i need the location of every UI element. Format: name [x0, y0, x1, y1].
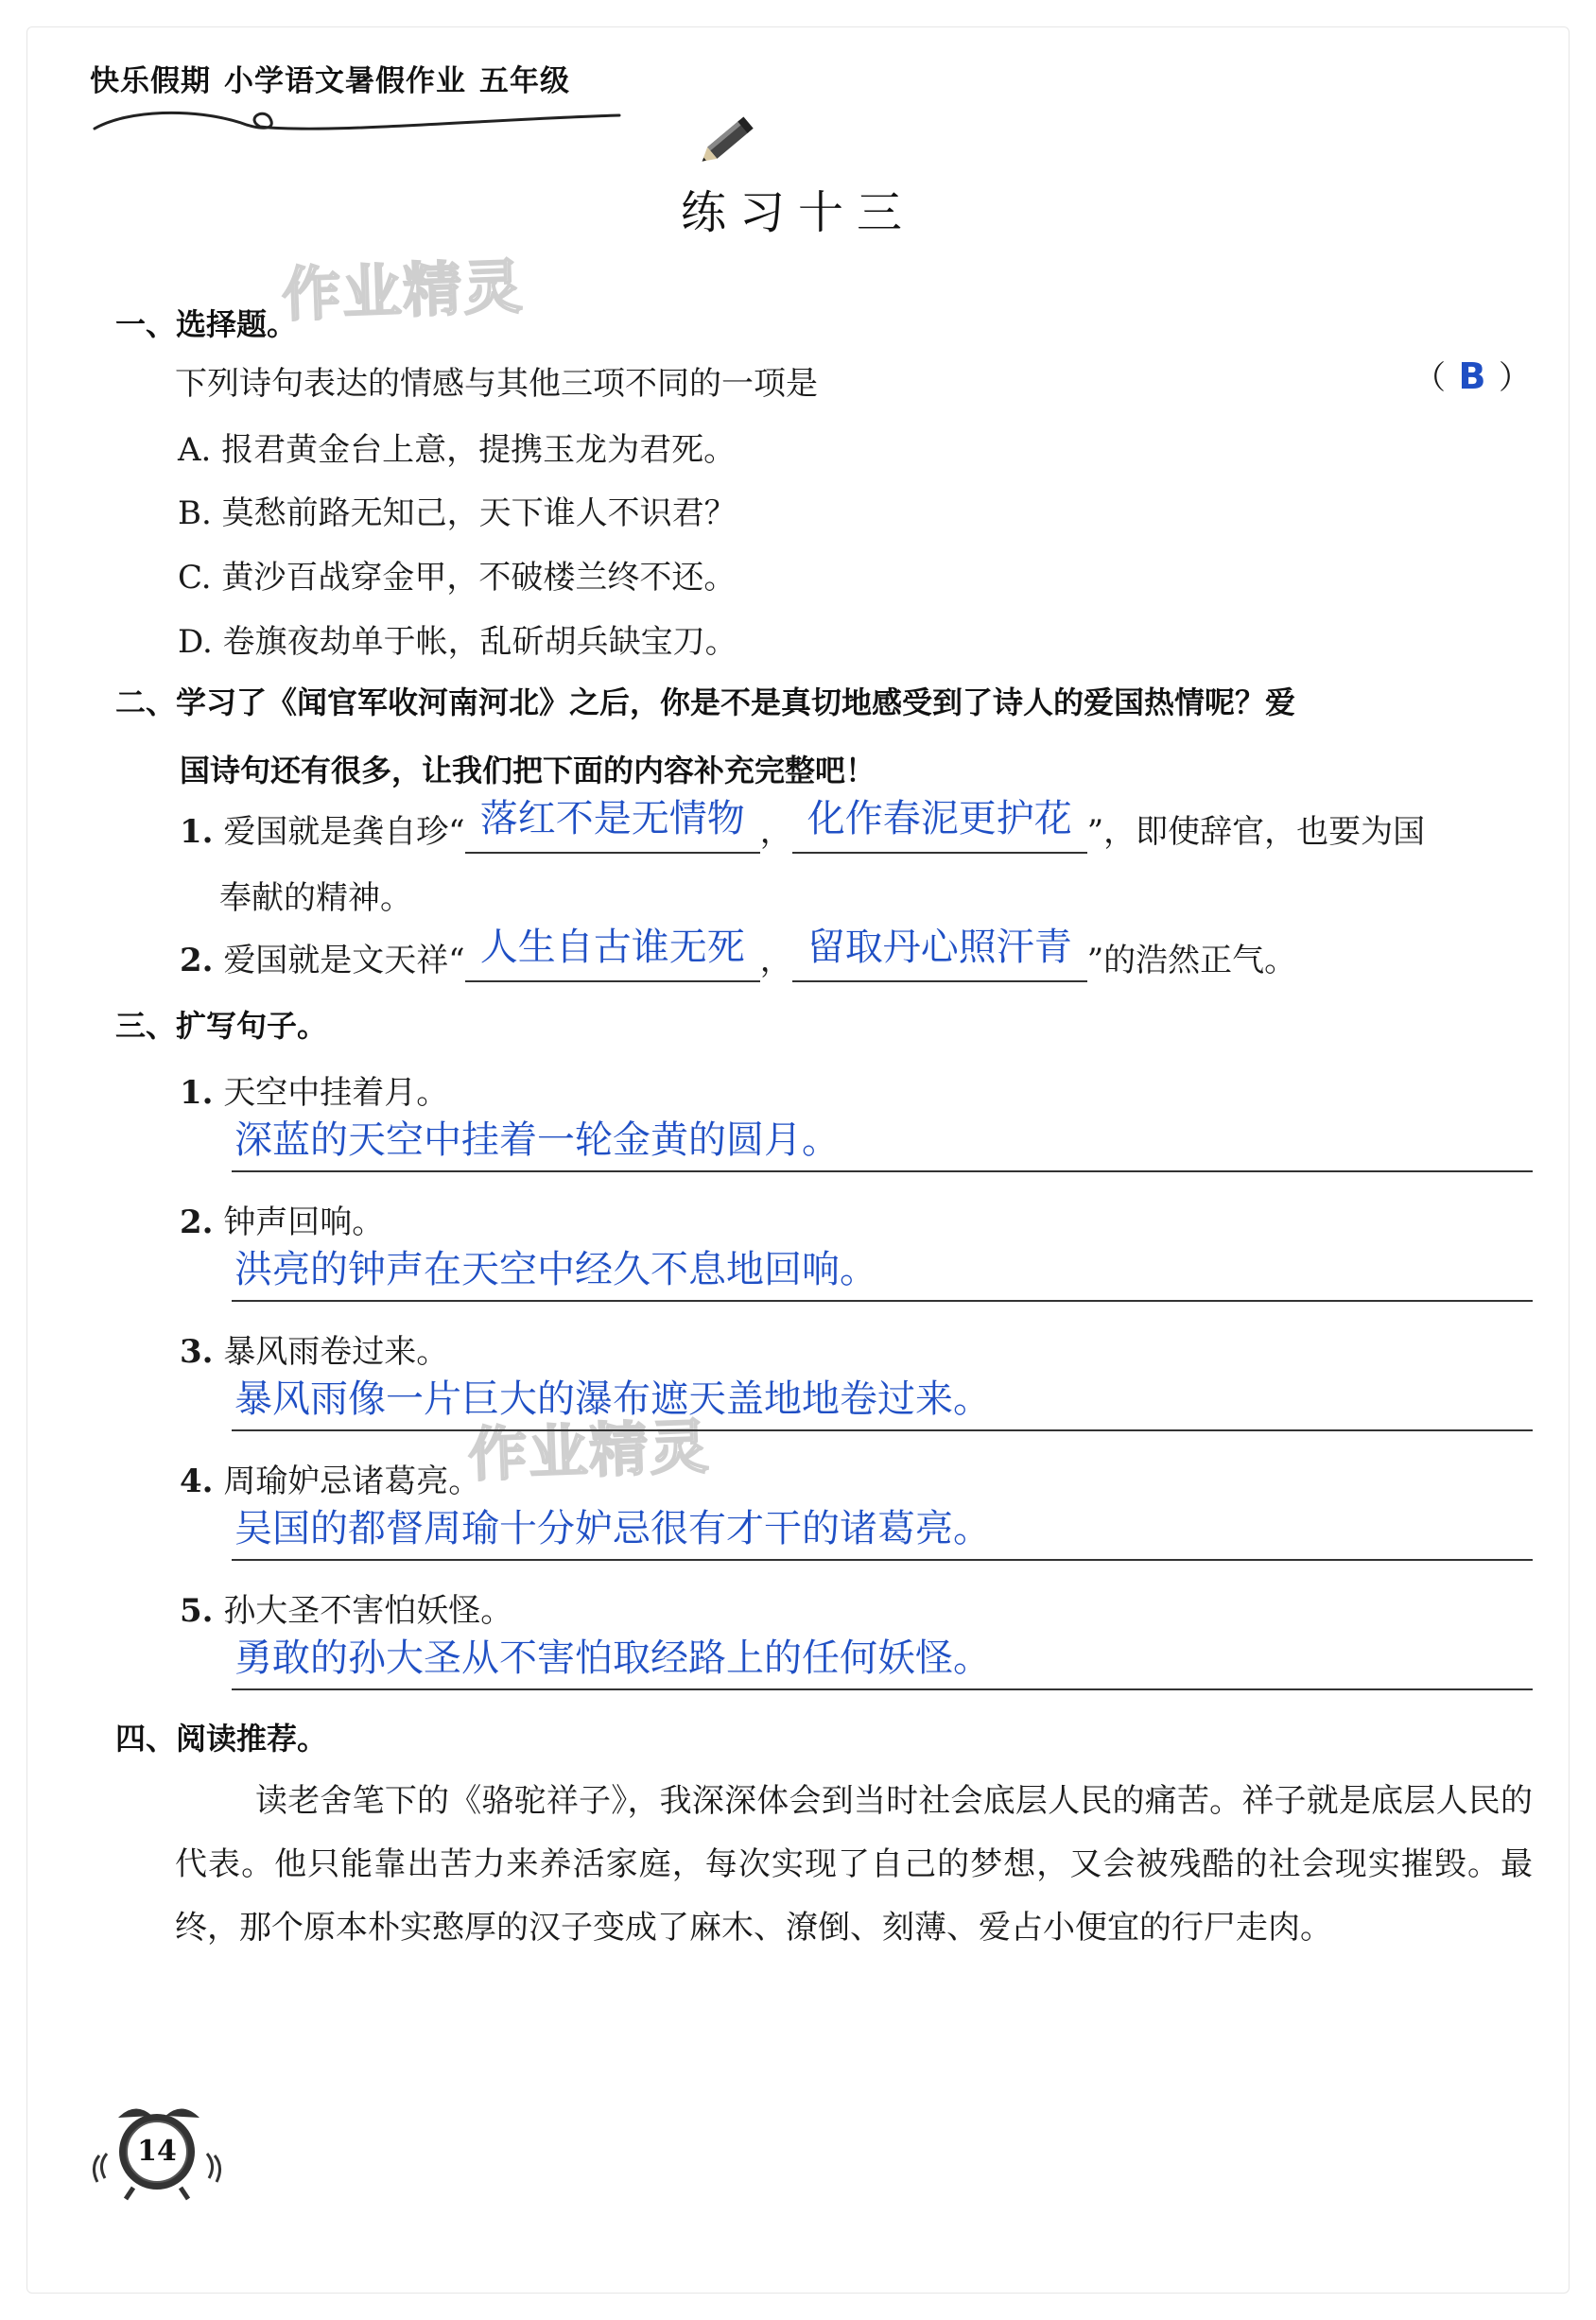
- header-book: 小学语文暑假作业: [224, 64, 466, 98]
- header-swoosh-decoration: [90, 91, 695, 138]
- item1-suffix: ”，即使辞官，也要为国: [1086, 813, 1426, 851]
- blank-answer: 留取丹心照汗青: [807, 926, 1072, 969]
- expand-item-3-answer: 暴风雨像一片巨大的瀑布遮天盖地地卷过来。: [234, 1377, 991, 1421]
- expand-item-3-prompt: [180, 1325, 448, 1372]
- expand-item-1-prompt: [180, 1066, 448, 1113]
- option-c: C. 黄沙百战穿金甲，不破楼兰终不还。: [178, 559, 737, 597]
- expand-item-2-prompt: [180, 1196, 384, 1242]
- section3-heading: 三、扩写句子。: [115, 1008, 328, 1044]
- page-number-badge: [90, 2097, 222, 2210]
- section2-item1-line2: 奉献的精神。: [219, 879, 412, 917]
- section4-heading: 四、阅读推荐。: [115, 1721, 328, 1757]
- item1-prefix: 爱国就是龚自珍“: [223, 813, 465, 851]
- item2-prefix: 爱国就是文天祥“: [223, 942, 465, 979]
- item-number: 3.: [180, 1333, 214, 1371]
- page-number: 14: [137, 2135, 177, 2168]
- comma: ，: [759, 942, 792, 979]
- prompt-text: 孙大圣不害怕妖怪。: [223, 1592, 513, 1630]
- header-series: 快乐假期: [90, 64, 211, 98]
- blank-answer: 人生自古谁无死: [479, 926, 745, 969]
- blank-field: [792, 926, 1087, 982]
- comma: ，: [759, 813, 792, 851]
- section1-answer-paren: [1414, 352, 1531, 398]
- watermark: 作业精灵: [466, 1411, 712, 1490]
- item-number: 1.: [180, 1074, 214, 1112]
- blank-field: [465, 797, 760, 854]
- section2-item2: [180, 926, 1297, 982]
- expand-item-2-answer: 洪亮的钟声在天空中经久不息地回响。: [234, 1248, 877, 1291]
- prompt-text: 钟声回响。: [223, 1203, 385, 1241]
- blank-field: [465, 926, 760, 982]
- section1-heading: 一、选择题。: [115, 306, 298, 342]
- section2-item1: [180, 797, 1426, 854]
- prompt-text: 天空中挂着月。: [223, 1074, 449, 1112]
- blank-answer: 化作春泥更护花: [807, 797, 1072, 840]
- option-b: B. 莫愁前路无知己，天下谁人不识君？: [178, 494, 737, 532]
- item-number: 5.: [180, 1592, 214, 1630]
- blank-answer: 落红不是无情物: [479, 797, 745, 840]
- item-number: 2.: [180, 1203, 214, 1241]
- paren-close: ）: [1499, 359, 1531, 397]
- item2-suffix: ”的浩然正气。: [1086, 942, 1297, 979]
- prompt-text: 周瑜妒忌诸葛亮。: [223, 1463, 481, 1500]
- option-d: D. 卷旗夜劫单于帐，乱斫胡兵缺宝刀。: [178, 623, 737, 661]
- answer-line: [232, 1170, 1533, 1172]
- pencil-icon: [695, 108, 761, 174]
- page-header: [90, 49, 695, 134]
- section2-heading-line1: 二、学习了《闻官军收河南河北》之后，你是不是真切地感受到了诗人的爱国热情呢？爱: [115, 684, 1296, 720]
- expand-item-1-answer: 深蓝的天空中挂着一轮金黄的圆月。: [234, 1118, 840, 1162]
- expand-item-4-prompt: [180, 1455, 480, 1501]
- paren-open: （: [1414, 359, 1446, 397]
- expand-item-5-prompt: [180, 1584, 512, 1631]
- item-number: 1.: [180, 813, 214, 851]
- section1-question: 下列诗句表达的情感与其他三项不同的一项是: [175, 365, 818, 403]
- section2-heading-line2: 国诗句还有很多，让我们把下面的内容补充完整吧！: [180, 753, 876, 788]
- prompt-text: 暴风雨卷过来。: [223, 1333, 449, 1371]
- blank-field: [792, 797, 1087, 854]
- answer-line: [232, 1429, 1533, 1431]
- watermark: 作业精灵: [280, 251, 526, 330]
- expand-item-4-answer: 吴国的都督周瑜十分妒忌很有才干的诸葛亮。: [234, 1507, 991, 1550]
- page-title: 练习十三: [680, 186, 915, 239]
- item-number: 4.: [180, 1463, 214, 1500]
- answer-line: [232, 1559, 1533, 1561]
- answer-line: [232, 1688, 1533, 1690]
- reading-paragraph: 读老舍笔下的《骆驼祥子》，我深深体会到当时社会底层人民的痛苦。祥子就是底层人民的代表。他只能靠出苦力来养活家庭，每次实现了自己的梦想，又会被残酷的社会现实摧毁。最终，那个原本朴实憨厚的汉子变成了麻木、潦倒、刻薄、爱占小便宜的行尸走肉。: [175, 1782, 1533, 1947]
- section1-answer: B: [1458, 355, 1486, 397]
- item-number: 2.: [180, 942, 214, 979]
- header-grade: 五年级: [479, 64, 570, 98]
- expand-item-5-answer: 勇敢的孙大圣从不害怕取经路上的任何妖怪。: [234, 1636, 991, 1680]
- option-a: A. 报君黄金台上意，提携玉龙为君死。: [178, 431, 737, 469]
- answer-line: [232, 1300, 1533, 1302]
